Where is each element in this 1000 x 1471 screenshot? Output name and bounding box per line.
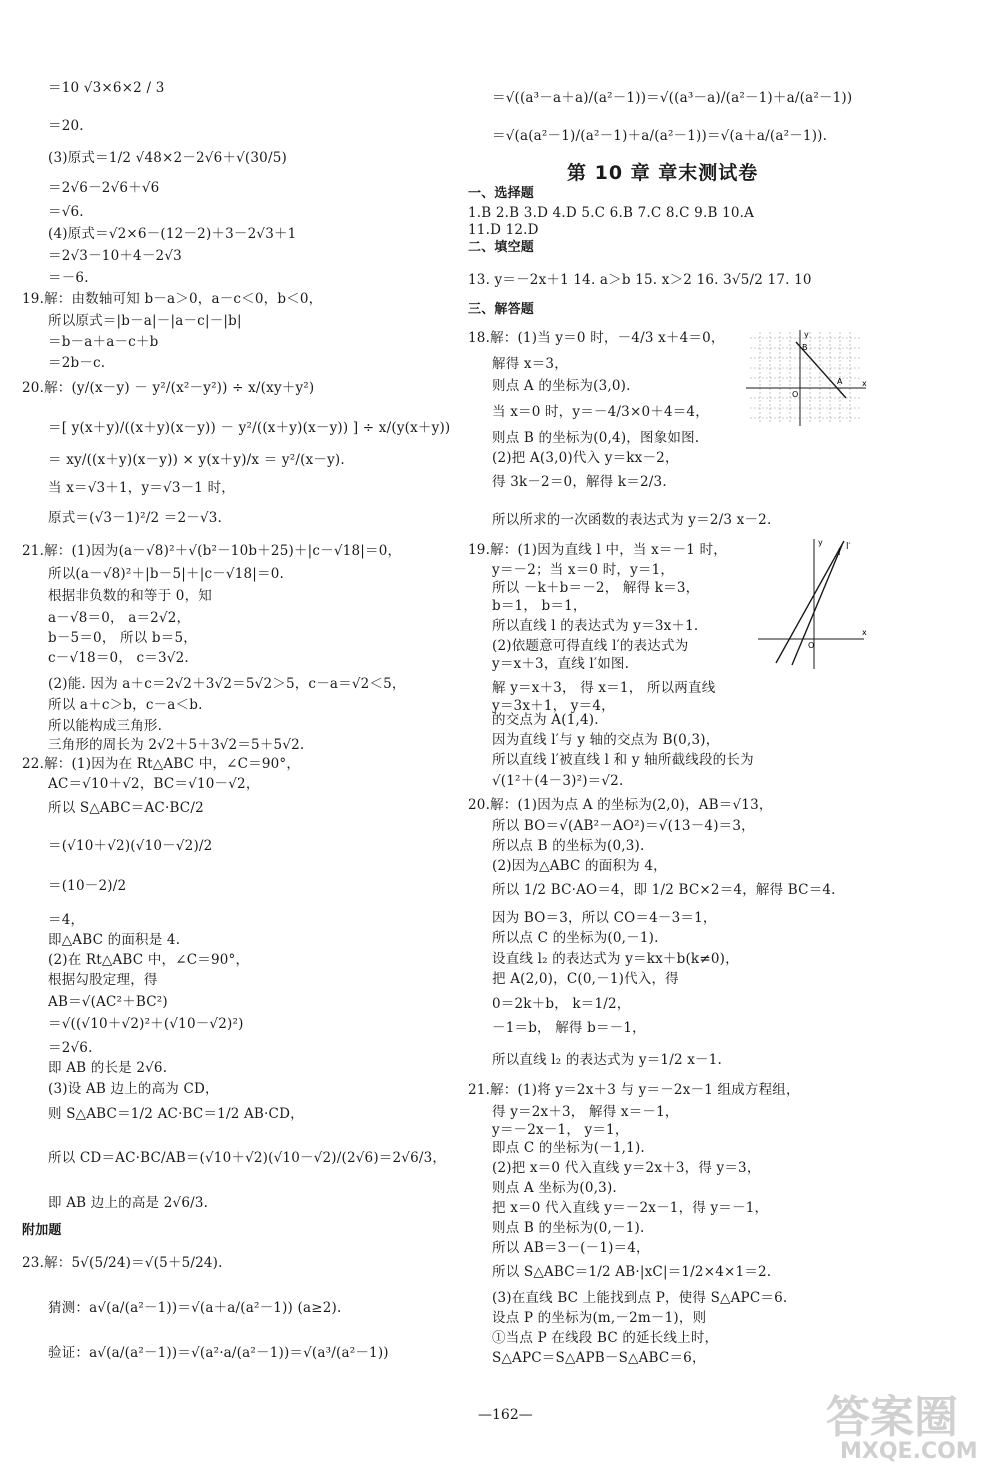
text-line: ＝√(a(a²－1)/(a²－1)＋a/(a²－1))＝√(a＋a/(a²－1)). bbox=[492, 128, 828, 144]
text-line: 所以点 C 的坐标为(0,－1). bbox=[492, 930, 659, 946]
text-line: (4)原式＝√2×6－(12－2)＋3－2√3＋1 bbox=[48, 226, 297, 242]
text-line: 所以 CD＝AC·BC/AB＝(√10＋√2)(√10－√2)/(2√6)＝2√6/3， bbox=[48, 1150, 447, 1166]
text-line: 三角形的周长为 2√2＋5＋3√2＝5＋5√2. bbox=[48, 737, 305, 753]
text-line: ＝√((√10＋√2)²＋(√10－√2)²) bbox=[48, 1016, 244, 1032]
text-line: y＝－2；当 x＝0 时，y＝1， bbox=[492, 562, 675, 578]
text-line: 所以 AB＝3－(－1)＝4， bbox=[492, 1240, 650, 1256]
text-line: 所以原式＝|b－a|－|a－c|－|b| bbox=[48, 313, 242, 329]
page-number: —162— bbox=[478, 1407, 533, 1423]
text-line: 根据勾股定理，得 bbox=[48, 972, 158, 988]
text-line: 所以 a＋c＞b，c－a＜b. bbox=[48, 697, 203, 713]
section-heading: 三、解答题 bbox=[468, 302, 535, 317]
text-line: ＝√((a³－a＋a)/(a²－1))＝√((a³－a)/(a²－1)＋a/(a²－1)) bbox=[492, 90, 853, 106]
text-line: S△APC＝S△APB－S△ABC＝6， bbox=[492, 1350, 706, 1366]
text-line: 22.解：(1)因为在 Rt△ABC 中，∠C＝90°， bbox=[22, 756, 301, 772]
text-line: 即 AB 边上的高是 2√6/3. bbox=[48, 1195, 209, 1211]
text-line: (3)原式＝1/2 √48×2－2√6＋√(30/5) bbox=[48, 150, 287, 166]
text-line: 所以能构成三角形. bbox=[48, 718, 163, 734]
text-line: 所以点 B 的坐标为(0,3). bbox=[492, 838, 645, 854]
text-line: 所以 1/2 BC·AO＝4，即 1/2 BC×2＝4，解得 BC＝4. bbox=[492, 882, 836, 898]
text-line: 所以 BO＝√(AB²－AO²)＝√(13－4)＝3， bbox=[492, 818, 755, 834]
text-line: 把 A(2,0)，C(0,－1)代入，得 bbox=[492, 971, 679, 987]
text-line: 23.解：5√(5/24)＝√(5＋5/24). bbox=[22, 1255, 223, 1271]
text-line: 设点 P 的坐标为(m,－2m－1)，则 bbox=[492, 1310, 707, 1326]
graph18-point-b: B bbox=[802, 343, 808, 352]
text-line: 则点 B 的坐标为(0,4)，图象如图. bbox=[492, 430, 700, 446]
text-line: 猜测：a√(a/(a²－1))＝√(a＋a/(a²－1)) (a≥2). bbox=[48, 1300, 342, 1316]
text-line: 原式＝(√3－1)²/2 ＝2－√3. bbox=[48, 510, 223, 526]
text-line: ＝ xy/((x＋y)(x－y)) × y(x＋y)/x ＝ y²/(x－y). bbox=[48, 452, 345, 468]
text-line: 解得 x＝3， bbox=[492, 356, 568, 372]
graph19-x-label: x bbox=[862, 628, 867, 637]
graph-problem-18 bbox=[742, 328, 872, 428]
text-line: (2)把 x＝0 代入直线 y＝2x＋3，得 y＝3， bbox=[492, 1160, 761, 1176]
text-line: 根据非负数的和等于 0，知 bbox=[48, 588, 212, 604]
text-line: 的交点为 A(1,4). bbox=[492, 712, 599, 728]
text-line: 得 y＝2x＋3， 解得 x＝－1， bbox=[492, 1104, 679, 1120]
graph19-line-l: l′ bbox=[846, 542, 851, 552]
text-line: 则点 A 的坐标为(3,0). bbox=[492, 378, 631, 394]
text-line: 11.D 12.D bbox=[468, 222, 539, 238]
text-line: 因为直线 l′与 y 轴的交点为 B(0,3)， bbox=[492, 732, 720, 748]
text-line: 1.B 2.B 3.D 4.D 5.C 6.B 7.C 8.C 9.B 10.A bbox=[468, 205, 755, 221]
text-line: ＝2b－c. bbox=[48, 355, 106, 371]
text-line: ＝(√10＋√2)(√10－√2)/2 bbox=[48, 838, 213, 854]
graph19-line-lp: l bbox=[838, 548, 841, 558]
text-line: 即 AB 的长是 2√6. bbox=[48, 1060, 168, 1076]
graph18-y-label: y bbox=[804, 330, 809, 339]
text-line: ＝10 √3×6×2 / 3 bbox=[48, 80, 165, 96]
text-line: 所以直线 l₂ 的表达式为 y＝1/2 x－1. bbox=[492, 1052, 723, 1068]
text-line: 则 S△ABC＝1/2 AC·BC＝1/2 AB·CD， bbox=[48, 1106, 304, 1122]
text-line: ＝(10－2)/2 bbox=[48, 878, 127, 894]
text-line: 即△ABC 的面积是 4. bbox=[48, 932, 181, 948]
text-line: c－√18＝0， c＝3√2. bbox=[48, 650, 189, 666]
watermark-url: MXQE.COM bbox=[840, 1439, 978, 1462]
text-line: 19.解：由数轴可知 b－a＞0，a－c＜0，b＜0， bbox=[22, 291, 323, 307]
text-line: ＝20. bbox=[48, 118, 84, 134]
text-line: ＝2√3－10＋4－2√3 bbox=[48, 248, 182, 264]
section-heading: 一、选择题 bbox=[468, 186, 535, 201]
text-line: y＝3x＋1， y＝4， bbox=[492, 698, 615, 714]
text-line: 设直线 l₂ 的表达式为 y＝kx＋b(k≠0)， bbox=[492, 951, 739, 967]
graph-problem-19 bbox=[752, 535, 872, 675]
text-line: 因为 BO＝3，所以 CO＝4－3＝1， bbox=[492, 910, 717, 926]
text-line: 当 x＝√3＋1，y＝√3－1 时， bbox=[48, 480, 235, 496]
watermark-text: 答案圈 bbox=[826, 1392, 958, 1443]
section-heading: 附加题 bbox=[22, 1223, 62, 1238]
text-line: 所以(a－√8)²＋|b－5|＋|c－√18|＝0. bbox=[48, 566, 285, 582]
text-line: y＝－2x－1， y＝1， bbox=[492, 1122, 629, 1138]
text-line: y＝x＋3，直线 l′如图. bbox=[492, 656, 630, 672]
watermark-logo bbox=[820, 1382, 980, 1462]
text-line: ＝2√6－2√6＋√6 bbox=[48, 180, 160, 196]
text-line: －1＝b， 解得 b＝－1， bbox=[492, 1020, 646, 1036]
graph18-point-a: A bbox=[837, 377, 843, 386]
graph18-x-label: x bbox=[862, 379, 867, 388]
text-line: 即点 C 的坐标为(－1,1). bbox=[492, 1140, 645, 1156]
text-line: 21.解：(1)因为(a－√8)²＋√(b²－10b＋25)＋|c－√18|＝0， bbox=[22, 543, 402, 559]
text-line: 当 x＝0 时，y＝－4/3×0＋4＝4， bbox=[492, 404, 709, 420]
text-line: ＝b－a＋a－c＋b bbox=[48, 334, 159, 350]
text-line: (3)设 AB 边上的高为 CD， bbox=[48, 1081, 219, 1097]
text-line: ＝[ y(x＋y)/((x＋y)(x－y)) － y²/((x＋y)(x－y)) ] ÷ x/(y(x＋y)) bbox=[48, 420, 451, 436]
text-line: 则点 A 坐标为(0,3). bbox=[492, 1180, 617, 1196]
text-line: ＝－6. bbox=[48, 270, 89, 286]
text-line: 所以直线 l′被直线 l 和 y 轴所截线段的长为 bbox=[492, 752, 754, 768]
text-line: (2)依题意可得直线 l′的表达式为 bbox=[492, 638, 689, 654]
text-line: 19.解：(1)因为直线 l 中，当 x＝－1 时， bbox=[468, 542, 727, 558]
text-line: (2)把 A(3,0)代入 y＝kx－2， bbox=[492, 450, 679, 466]
section-heading: 二、填空题 bbox=[468, 240, 535, 255]
text-line: 则点 B 的坐标为(0,－1). bbox=[492, 1220, 645, 1236]
text-line: 20.解：(1)因为点 A 的坐标为(2,0)，AB＝√13， bbox=[468, 797, 773, 813]
text-line: 所以所求的一次函数的表达式为 y＝2/3 x－2. bbox=[492, 512, 772, 528]
text-line: (2)因为△ABC 的面积为 4， bbox=[492, 858, 667, 874]
text-line: b－5＝0， 所以 b＝5， bbox=[48, 630, 197, 646]
text-line: (3)在直线 BC 上能找到点 P，使得 S△APC＝6. bbox=[492, 1290, 788, 1306]
text-line: ＝4， bbox=[48, 912, 85, 928]
text-line: a－√8＝0， a＝2√2， bbox=[48, 610, 191, 626]
text-line: ①当点 P 在线段 BC 的延长线上时， bbox=[492, 1330, 719, 1346]
text-line: 20.解：(y/(x－y) － y²/(x²－y²)) ÷ x/(xy＋y²) bbox=[22, 380, 315, 396]
text-line: AC＝√10＋√2，BC＝√10－√2， bbox=[48, 776, 260, 792]
text-line: 解 y＝x＋3， 得 x＝1， 所以两直线 bbox=[492, 680, 716, 696]
text-line: 13. y＝－2x＋1 14. a＞b 15. x＞2 16. 3√5/2 17. 10 bbox=[468, 272, 812, 288]
text-line: 21.解：(1)将 y＝2x＋3 与 y＝－2x－1 组成方程组， bbox=[468, 1082, 800, 1098]
text-line: 所以 S△ABC＝AC·BC/2 bbox=[48, 800, 204, 816]
text-line: 所以直线 l 的表达式为 y＝3x＋1. bbox=[492, 618, 699, 634]
text-line: ＝√6. bbox=[48, 204, 84, 220]
chapter-title: 第 10 章 章末测试卷 bbox=[567, 162, 759, 184]
text-line: b＝1， b＝1， bbox=[492, 598, 587, 614]
text-line: 所以 －k＋b＝－2， 解得 k＝3， bbox=[492, 580, 700, 596]
text-line: (2)在 Rt△ABC 中，∠C＝90°， bbox=[48, 952, 250, 968]
text-line: 所以 S△ABC＝1/2 AB·|xC|＝1/2×4×1＝2. bbox=[492, 1264, 772, 1280]
text-line: (2)能. 因为 a＋c＝2√2＋3√2＝5√2＞5，c－a＝√2＜5， bbox=[48, 676, 406, 692]
text-line: 验证：a√(a/(a²－1))＝√(a²·a/(a²－1))＝√(a³/(a²－1)) bbox=[48, 1345, 389, 1361]
text-line: AB＝√(AC²＋BC²) bbox=[48, 994, 168, 1010]
text-line: 0＝2k＋b， k＝1/2， bbox=[492, 996, 631, 1012]
text-line: 把 x＝0 代入直线 y＝－2x－1，得 y＝－1， bbox=[492, 1200, 769, 1216]
graph19-origin: O bbox=[808, 641, 815, 650]
text-line: 18.解：(1)当 y＝0 时，－4/3 x＋4＝0， bbox=[468, 330, 725, 346]
text-line: 得 3k－2＝0，解得 k＝2/3. bbox=[492, 474, 667, 490]
text-line: ＝2√6. bbox=[48, 1040, 93, 1056]
graph19-y-label: y bbox=[818, 538, 823, 547]
text-line: √(1²＋(4－3)²)＝√2. bbox=[492, 773, 624, 789]
graph18-origin: O bbox=[792, 390, 799, 399]
